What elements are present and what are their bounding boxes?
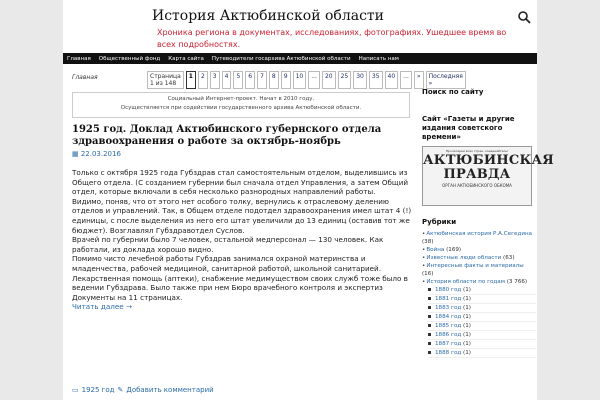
year-count: (1) — [463, 305, 471, 311]
bullet-icon — [428, 315, 431, 318]
page-link[interactable]: 20 — [322, 71, 336, 89]
project-notice — [72, 92, 410, 118]
post-title[interactable]: 1925 год. Доклад Актюбинского губернского отдела здравоохранения о работе за октябрь-ноябрь — [72, 124, 382, 147]
category-list — [422, 230, 536, 358]
newspaper-subtitle: ОРГАН АКТЮБИНСКОГО ОБКОМА — [442, 183, 512, 188]
bullet-icon: • — [422, 263, 426, 269]
year-item — [428, 349, 536, 358]
year-count: (1) — [463, 287, 471, 293]
sidebar — [419, 64, 554, 400]
sidebar-newspapers-heading: Сайт «Газеты и другие издания советского времени» — [422, 115, 515, 141]
category-link[interactable]: Известные люди области — [426, 255, 502, 261]
post-date-text: 22.03.2016 — [80, 150, 121, 158]
bullet-icon: • — [422, 247, 426, 253]
post-body — [72, 168, 412, 312]
year-link[interactable]: 1887 год — [435, 341, 462, 347]
add-comment-link[interactable]: Добавить комментарий — [126, 386, 214, 394]
page-link[interactable]: 5 — [233, 71, 243, 89]
page-link[interactable]: 3 — [210, 71, 220, 89]
year-link[interactable]: 1884 год — [435, 314, 462, 320]
sidebar-rubrics-heading: Рубрики — [422, 218, 457, 226]
category-count: (38) — [422, 239, 434, 245]
post-date[interactable] — [72, 150, 121, 158]
category-link[interactable]: Интересные факты и материалы — [426, 263, 524, 269]
year-link[interactable]: 1883 год — [435, 305, 462, 311]
bullet-icon: • — [422, 279, 426, 285]
newspaper-top-text: Пролетарии всех стран, соединяйтесь! — [445, 149, 509, 153]
year-item — [428, 313, 536, 322]
page-ellipsis: ... — [400, 71, 412, 89]
year-list — [428, 286, 536, 358]
bullet-icon — [428, 306, 431, 309]
year-link[interactable]: 1886 год — [435, 332, 462, 338]
sidebar-search-heading: Поиск по сайту — [422, 88, 484, 96]
page-link[interactable]: 25 — [338, 71, 352, 89]
year-count: (1) — [463, 350, 471, 356]
category-count: (169) — [446, 247, 462, 253]
year-count: (1) — [463, 323, 471, 329]
notice-line: Осуществляется при содействии государственного архива Актюбинской области. — [120, 105, 362, 111]
search-icon[interactable] — [517, 10, 531, 24]
page-last[interactable]: Последняя » — [426, 71, 466, 89]
page — [63, 0, 554, 400]
bullet-icon — [428, 342, 431, 345]
post-paragraph: Видимо, поняв, что от этого нет особого толку, вернулись к отраслевому делению отделов и управлений. Так, в Общем отделе подотдел здравоохранения имел штат 4 (!) единицы, с после выделения из него его штат увеличили до 13 единиц (оставив тот же бюджет). Возглавлял Губздравотдел Суслов. — [72, 196, 412, 235]
newspaper-title-line: АКТЮБИНСКАЯ — [423, 153, 554, 168]
bullet-icon — [428, 351, 431, 354]
bullet-icon — [428, 324, 431, 327]
year-link[interactable]: 1880 год — [435, 287, 462, 293]
nav-item-guides[interactable]: Путеводители госархива Актюбинской области — [211, 55, 351, 62]
category-link[interactable]: Актюбинская история Р.А.Сегедина — [426, 231, 533, 237]
year-item — [428, 322, 536, 331]
page-link[interactable]: 4 — [222, 71, 232, 89]
bullet-icon: • — [422, 255, 426, 261]
post-paragraph: Помимо чисто лечебной работы Губздрав занимался охраной материнства и младенчества, рабочей медициной, санитарной работой, школьной санитарией. Лекарственная помощь (аптеки), снабжение медимуществом своих служб тоже было в ведении Губздрава. Было также при нем Бюро врачебного контроля и экспертиз — [72, 254, 408, 293]
post-footer — [72, 386, 214, 394]
bullet-icon — [428, 297, 431, 300]
page-link[interactable]: 1 — [186, 71, 196, 89]
page-link[interactable]: 35 — [369, 71, 383, 89]
category-item — [422, 254, 536, 262]
nav-item-contact[interactable]: Написать нам — [358, 55, 399, 62]
page-link[interactable]: 2 — [198, 71, 208, 89]
post-paragraph: Врачей по губернии было 7 человек, остальной медперсонал — 130 человек. Как работали, из доклада хорошо видно. — [72, 235, 384, 254]
year-item — [428, 286, 536, 295]
main-nav — [63, 53, 537, 64]
read-more-link[interactable]: Читать далее → — [72, 302, 133, 312]
comment-icon: ✎ — [117, 386, 124, 394]
page-next[interactable]: » — [414, 71, 424, 89]
category-link[interactable]: Война — [426, 247, 445, 253]
pagination-info: Страница 1 из 148 — [147, 71, 184, 89]
bullet-icon: • — [422, 231, 426, 237]
newspaper-banner[interactable] — [422, 146, 554, 206]
folder-icon: ▭ — [72, 386, 79, 394]
page-link[interactable]: 10 — [293, 71, 307, 89]
year-item — [428, 340, 536, 349]
category-count: (16) — [422, 271, 434, 277]
category-link[interactable]: История области по годам — [426, 279, 505, 285]
bullet-icon — [428, 333, 431, 336]
page-link[interactable]: 30 — [353, 71, 367, 89]
year-link[interactable]: 1881 год — [435, 296, 462, 302]
page-link[interactable]: 40 — [385, 71, 399, 89]
year-item — [428, 331, 536, 340]
page-link[interactable]: 9 — [281, 71, 291, 89]
post-paragraph: Документы на 11 страницах. — [72, 292, 183, 302]
category-item — [422, 246, 536, 254]
year-count: (1) — [463, 341, 471, 347]
year-count: (1) — [463, 296, 471, 302]
calendar-icon: ▦ — [72, 150, 81, 158]
page-link[interactable]: 8 — [269, 71, 279, 89]
page-link[interactable]: 6 — [245, 71, 255, 89]
year-count: (1) — [463, 314, 471, 320]
category-item — [422, 278, 536, 286]
page-ellipsis: ... — [308, 71, 320, 89]
nav-item-sitemap[interactable]: Карта сайта — [168, 55, 204, 62]
nav-item-home[interactable]: Главная — [67, 55, 91, 62]
year-link[interactable]: 1885 год — [435, 323, 462, 329]
site-title[interactable]: История Актюбинской области — [152, 8, 384, 24]
year-link[interactable]: 1888 год — [435, 350, 462, 356]
newspaper-title-line: ПРАВДА — [443, 167, 511, 182]
site-tagline: Хроника региона в документах, исследованиях, фотографиях. Ушедшее время во всех подробностях. — [157, 28, 507, 49]
notice-line: Социальный Интернет-проект. Начат в 2010 году. — [167, 96, 315, 102]
post-category-link[interactable]: 1925 год — [81, 386, 115, 394]
year-count: (1) — [463, 332, 471, 338]
category-count: (3 766) — [506, 279, 528, 285]
breadcrumb[interactable]: Главная — [72, 74, 98, 81]
year-item — [428, 304, 536, 313]
year-item — [428, 295, 536, 304]
category-count: (63) — [503, 255, 515, 261]
category-item — [422, 262, 536, 278]
page-link[interactable]: 7 — [257, 71, 267, 89]
bullet-icon — [428, 288, 431, 291]
nav-item-fund[interactable]: Общественный фонд — [98, 55, 161, 62]
post-paragraph: Только с октября 1925 года Губздрав стал самостоятельным отделом, выделившись из Общего отдела. (С созданием губернии был сначала отдел Управления, а затем Общий отдел, которые включали в себя несколько разнородных направлений работы. — [72, 168, 409, 197]
category-item — [422, 230, 536, 246]
